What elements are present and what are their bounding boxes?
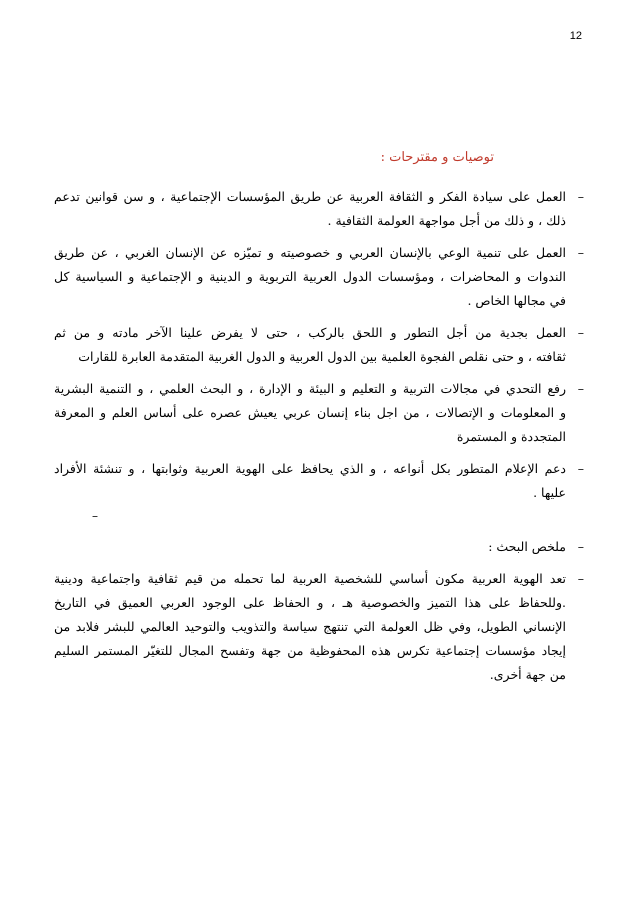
bullet-dash: –: [577, 381, 584, 396]
summary-heading-item: [54, 535, 584, 559]
recommendation-item: [54, 457, 584, 505]
summary-heading: ملخص البحث :: [488, 539, 566, 554]
text-line: العمل على سيادة الفكر و الثقافة العربية عن طريق المؤسسات الإجتماعية ، و سن قوانين تدعم: [54, 189, 566, 204]
recommendation-item: [54, 321, 584, 369]
empty-bullet: [54, 509, 584, 533]
bullet-dash: –: [577, 461, 584, 476]
bullet-dash: –: [577, 189, 584, 204]
text-line: في مجالها الخاص .: [467, 293, 566, 308]
text-line: إيجاد مؤسسات إجتماعية تكرس هذه المحفوظية من جهة وتفسح المجال للتغيّر المستمر السليم: [54, 643, 566, 658]
text-line: رفع التحدي في مجالات التربية و التعليم و البيئة و الإدارة ، و البحث العلمي ، و التنمية البشرية: [54, 381, 566, 396]
text-line: العمل على تنمية الوعي بالإنسان العربي و خصوصيته و تميّزه عن الإنسان الغربي ، عن طريق: [54, 245, 566, 260]
bullet-dash: –: [577, 539, 584, 554]
text-line: المتجددة و المستمرة: [456, 429, 566, 444]
empty-bullet-dash: –: [92, 509, 98, 523]
recommendation-item: [54, 185, 584, 233]
text-line: العمل بجدية من أجل التطور و اللحق بالركب ، حتى لا يفرض علينا الآخر مادته و من ثم: [54, 325, 566, 340]
text-line: الندوات و المحاضرات ، ومؤسسات الدول العربية التربوية و الدينية و الإجتماعية و السياسية كل: [54, 269, 566, 284]
bullet-dash: –: [577, 325, 584, 340]
text-line: الإنساني الطويل، وفي ظل العولمة التي تنتهج سياسة والتذويب والتوحيد العالمي للبشر فلابد من: [54, 619, 566, 634]
text-line: ذلك ، و ذلك من أجل مواجهة العولمة الثقافية .: [327, 213, 566, 228]
text-line: عليها .: [533, 485, 566, 500]
text-line: و المعلومات و الإتصالات ، من اجل بناء إنسان عربي يعيش عصره على أساس العلم و المعرفة: [54, 405, 566, 420]
text-line: ثقافته ، و حتى نقلص الفجوة العلمية بين الدول العربية و الدول الغربية المتقدمة العابرة للقارات: [78, 349, 566, 364]
text-line: تعد الهوية العربية مكون أساسي للشخصية العربية لما تحمله من قيم ثقافية واجتماعية ودينية: [54, 571, 566, 586]
page-number: 12: [569, 30, 582, 42]
bullet-dash: –: [577, 245, 584, 260]
document-body: [54, 150, 584, 695]
summary-paragraph: [54, 567, 584, 687]
text-line: دعم الإعلام المتطور بكل أنواعه ، و الذي يحافظ على الهوية العربية وثوابتها ، و تنشئة الأفراد: [54, 461, 566, 476]
recommendation-item: [54, 241, 584, 313]
recommendations-heading: توصيات و مقترحات :: [380, 150, 494, 165]
text-line: .وللحفاظ على هذا التميز والخصوصية هـ ، و الحفاظ على الوجود العربي العميق في التاريخ: [54, 595, 566, 610]
bullet-dash: –: [577, 571, 584, 586]
recommendation-item: [54, 377, 584, 449]
recommendations-list: [54, 185, 584, 505]
text-line: من جهة أخرى.: [489, 667, 566, 682]
